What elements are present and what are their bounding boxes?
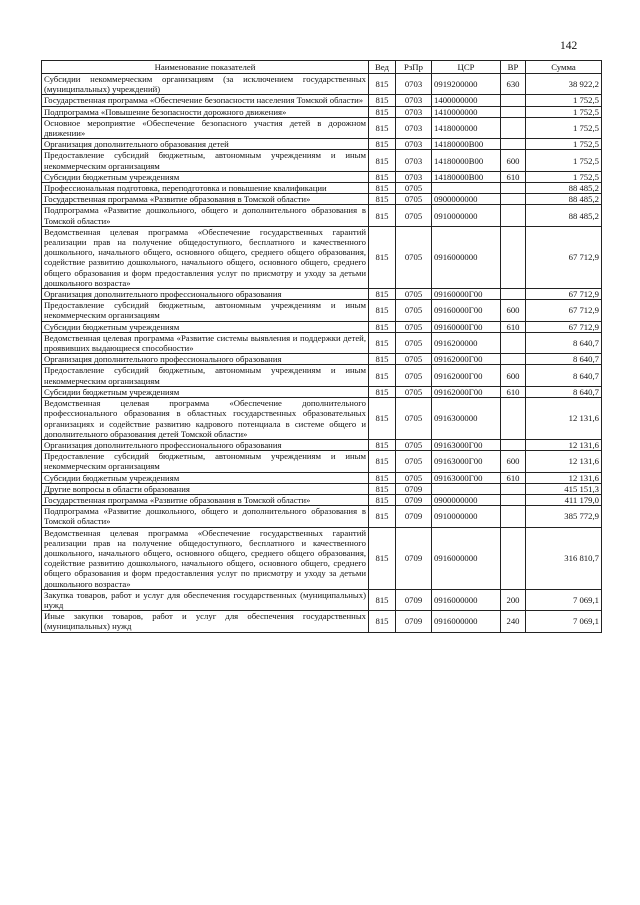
cell-name: Организация дополнительного образования детей bbox=[42, 139, 369, 150]
table-row bbox=[42, 95, 602, 106]
cell-rzpr: 0705 bbox=[396, 398, 432, 440]
cell-ved: 815 bbox=[369, 354, 396, 365]
cell-vr bbox=[501, 506, 526, 527]
cell-sum: 316 810,7 bbox=[526, 527, 602, 589]
cell-rzpr: 0705 bbox=[396, 439, 432, 450]
cell-rzpr: 0705 bbox=[396, 321, 432, 332]
cell-csr: 09160000Г00 bbox=[432, 321, 501, 332]
table-row bbox=[42, 527, 602, 589]
cell-vr bbox=[501, 439, 526, 450]
table-row bbox=[42, 439, 602, 450]
table-row bbox=[42, 289, 602, 300]
cell-name: Субсидии бюджетным учреждениям bbox=[42, 386, 369, 397]
cell-vr: 240 bbox=[501, 611, 526, 632]
cell-name: Субсидии бюджетным учреждениям bbox=[42, 472, 369, 483]
cell-csr: 1418000000 bbox=[432, 117, 501, 138]
cell-ved: 815 bbox=[369, 439, 396, 450]
cell-ved: 815 bbox=[369, 483, 396, 494]
cell-ved: 815 bbox=[369, 506, 396, 527]
table-row bbox=[42, 472, 602, 483]
cell-vr: 610 bbox=[501, 472, 526, 483]
cell-ved: 815 bbox=[369, 205, 396, 226]
cell-ved: 815 bbox=[369, 451, 396, 472]
table-row bbox=[42, 386, 602, 397]
cell-ved: 815 bbox=[369, 226, 396, 288]
cell-vr: 200 bbox=[501, 589, 526, 610]
cell-csr: 0900000000 bbox=[432, 194, 501, 205]
cell-sum: 411 179,0 bbox=[526, 494, 602, 505]
cell-name: Государственная программа «Развитие образования в Томской области» bbox=[42, 494, 369, 505]
cell-ved: 815 bbox=[369, 386, 396, 397]
cell-sum: 12 131,6 bbox=[526, 472, 602, 483]
cell-vr bbox=[501, 354, 526, 365]
cell-name: Организация дополнительного профессионального образования bbox=[42, 289, 369, 300]
cell-vr: 610 bbox=[501, 386, 526, 397]
cell-ved: 815 bbox=[369, 150, 396, 171]
cell-sum: 415 151,3 bbox=[526, 483, 602, 494]
table-row bbox=[42, 106, 602, 117]
cell-csr: 09163000Г00 bbox=[432, 439, 501, 450]
cell-sum: 8 640,7 bbox=[526, 332, 602, 353]
cell-rzpr: 0705 bbox=[396, 226, 432, 288]
cell-rzpr: 0703 bbox=[396, 150, 432, 171]
cell-vr bbox=[501, 183, 526, 194]
cell-csr: 14180000В00 bbox=[432, 150, 501, 171]
cell-ved: 815 bbox=[369, 95, 396, 106]
cell-vr: 600 bbox=[501, 150, 526, 171]
cell-rzpr: 0705 bbox=[396, 354, 432, 365]
cell-vr: 600 bbox=[501, 451, 526, 472]
cell-sum: 1 752,5 bbox=[526, 171, 602, 182]
table-row bbox=[42, 171, 602, 182]
header-name: Наименование показателей bbox=[42, 61, 369, 74]
cell-name: Профессиональная подготовка, переподготовка и повышение квалификации bbox=[42, 183, 369, 194]
cell-csr: 14180000В00 bbox=[432, 171, 501, 182]
cell-name: Предоставление субсидий бюджетным, автономным учреждениям и иным некоммерческим организациям bbox=[42, 300, 369, 321]
cell-name: Субсидии бюджетным учреждениям bbox=[42, 321, 369, 332]
cell-rzpr: 0705 bbox=[396, 365, 432, 386]
cell-ved: 815 bbox=[369, 74, 396, 95]
cell-rzpr: 0703 bbox=[396, 139, 432, 150]
cell-name: Ведомственная целевая программа «Обеспечение государственных гарантий реализации прав на получение общедоступного, бесплатного и качественного дошкольного, начального общего, основного общего, среднего общего образования, содействие развитию дошкольного, начального общего, основного общего, среднего общего образования и форм предоставления услуг по присмотру и уходу за детьми дошкольного возраста» bbox=[42, 527, 369, 589]
cell-name: Иные закупки товаров, работ и услуг для обеспечения государственных (муниципальных) нужд bbox=[42, 611, 369, 632]
cell-ved: 815 bbox=[369, 398, 396, 440]
cell-csr: 0916200000 bbox=[432, 332, 501, 353]
budget-table bbox=[41, 60, 602, 633]
cell-rzpr: 0703 bbox=[396, 74, 432, 95]
cell-csr bbox=[432, 183, 501, 194]
cell-rzpr: 0709 bbox=[396, 589, 432, 610]
cell-csr: 0916000000 bbox=[432, 226, 501, 288]
cell-ved: 815 bbox=[369, 332, 396, 353]
cell-ved: 815 bbox=[369, 494, 396, 505]
cell-sum: 8 640,7 bbox=[526, 354, 602, 365]
table-row bbox=[42, 451, 602, 472]
cell-name: Организация дополнительного профессионального образования bbox=[42, 354, 369, 365]
cell-ved: 815 bbox=[369, 611, 396, 632]
cell-sum: 67 712,9 bbox=[526, 300, 602, 321]
cell-name: Подпрограмма «Развитие дошкольного, общего и дополнительного образования в Томской области» bbox=[42, 205, 369, 226]
cell-rzpr: 0705 bbox=[396, 183, 432, 194]
cell-rzpr: 0705 bbox=[396, 332, 432, 353]
cell-sum: 1 752,5 bbox=[526, 106, 602, 117]
cell-vr bbox=[501, 226, 526, 288]
cell-csr: 09163000Г00 bbox=[432, 451, 501, 472]
cell-ved: 815 bbox=[369, 289, 396, 300]
cell-vr: 600 bbox=[501, 300, 526, 321]
cell-csr: 0916000000 bbox=[432, 611, 501, 632]
cell-name: Ведомственная целевая программа «Обеспечение дополнительного профессионального образования в областных государственных образовательных организациях и содействие развитию кадрового потенциала в системе общего и дополнительного образования детей Томской области» bbox=[42, 398, 369, 440]
cell-name: Закупка товаров, работ и услуг для обеспечения государственных (муниципальных) нужд bbox=[42, 589, 369, 610]
cell-ved: 815 bbox=[369, 300, 396, 321]
cell-name: Предоставление субсидий бюджетным, автономным учреждениям и иным некоммерческим организациям bbox=[42, 451, 369, 472]
cell-name: Субсидии некоммерческим организациям (за исключением государственных (муниципальных) учреждений) bbox=[42, 74, 369, 95]
cell-vr bbox=[501, 483, 526, 494]
cell-ved: 815 bbox=[369, 194, 396, 205]
cell-rzpr: 0703 bbox=[396, 95, 432, 106]
cell-name: Организация дополнительного профессионального образования bbox=[42, 439, 369, 450]
table-row bbox=[42, 494, 602, 505]
cell-csr: 09163000Г00 bbox=[432, 472, 501, 483]
cell-vr: 600 bbox=[501, 365, 526, 386]
table-row bbox=[42, 74, 602, 95]
cell-sum: 1 752,5 bbox=[526, 95, 602, 106]
cell-csr: 09160000Г00 bbox=[432, 289, 501, 300]
table-row bbox=[42, 183, 602, 194]
cell-ved: 815 bbox=[369, 321, 396, 332]
cell-rzpr: 0705 bbox=[396, 451, 432, 472]
cell-sum: 67 712,9 bbox=[526, 321, 602, 332]
cell-sum: 12 131,6 bbox=[526, 439, 602, 450]
cell-ved: 815 bbox=[369, 365, 396, 386]
header-vr: ВР bbox=[501, 61, 526, 74]
table-row bbox=[42, 365, 602, 386]
table-row bbox=[42, 398, 602, 440]
cell-sum: 8 640,7 bbox=[526, 365, 602, 386]
table-body bbox=[42, 74, 602, 633]
cell-ved: 815 bbox=[369, 589, 396, 610]
cell-csr: 09162000Г00 bbox=[432, 354, 501, 365]
cell-vr bbox=[501, 106, 526, 117]
cell-ved: 815 bbox=[369, 527, 396, 589]
cell-sum: 12 131,6 bbox=[526, 398, 602, 440]
cell-sum: 88 485,2 bbox=[526, 183, 602, 194]
header-csr: ЦСР bbox=[432, 61, 501, 74]
cell-csr: 1400000000 bbox=[432, 95, 501, 106]
cell-name: Государственная программа «Обеспечение безопасности населения Томской области» bbox=[42, 95, 369, 106]
cell-name: Подпрограмма «Развитие дошкольного, общего и дополнительного образования в Томской области» bbox=[42, 506, 369, 527]
cell-csr: 09162000Г00 bbox=[432, 386, 501, 397]
cell-csr: 14180000В00 bbox=[432, 139, 501, 150]
cell-sum: 385 772,9 bbox=[526, 506, 602, 527]
page-number: 142 bbox=[560, 40, 578, 52]
cell-vr bbox=[501, 398, 526, 440]
cell-ved: 815 bbox=[369, 106, 396, 117]
cell-rzpr: 0705 bbox=[396, 386, 432, 397]
cell-rzpr: 0705 bbox=[396, 300, 432, 321]
table-row bbox=[42, 150, 602, 171]
cell-vr: 610 bbox=[501, 171, 526, 182]
cell-name: Предоставление субсидий бюджетным, автономным учреждениям и иным некоммерческим организациям bbox=[42, 150, 369, 171]
cell-csr: 1410000000 bbox=[432, 106, 501, 117]
cell-sum: 1 752,5 bbox=[526, 150, 602, 171]
cell-rzpr: 0703 bbox=[396, 117, 432, 138]
cell-csr: 0916000000 bbox=[432, 589, 501, 610]
cell-rzpr: 0705 bbox=[396, 194, 432, 205]
cell-name: Субсидии бюджетным учреждениям bbox=[42, 171, 369, 182]
cell-ved: 815 bbox=[369, 183, 396, 194]
cell-vr bbox=[501, 117, 526, 138]
cell-sum: 1 752,5 bbox=[526, 139, 602, 150]
table-row bbox=[42, 506, 602, 527]
cell-rzpr: 0709 bbox=[396, 527, 432, 589]
cell-sum: 88 485,2 bbox=[526, 194, 602, 205]
cell-name: Ведомственная целевая программа «Обеспечение государственных гарантий реализации прав на получение общедоступного, бесплатного и качественного дошкольного, начального общего, основного общего, среднего общего образования, содействие развитию дошкольного, начального общего, основного общего, среднего общего образования и форм предоставления услуг по присмотру и уходу за детьми дошкольного возраста» bbox=[42, 226, 369, 288]
table-row bbox=[42, 483, 602, 494]
cell-csr: 0910000000 bbox=[432, 205, 501, 226]
cell-rzpr: 0705 bbox=[396, 472, 432, 483]
cell-vr bbox=[501, 205, 526, 226]
cell-rzpr: 0705 bbox=[396, 205, 432, 226]
cell-vr bbox=[501, 494, 526, 505]
cell-vr: 630 bbox=[501, 74, 526, 95]
cell-csr: 0916300000 bbox=[432, 398, 501, 440]
cell-rzpr: 0709 bbox=[396, 494, 432, 505]
cell-csr: 0919200000 bbox=[432, 74, 501, 95]
cell-name: Другие вопросы в области образования bbox=[42, 483, 369, 494]
cell-vr bbox=[501, 194, 526, 205]
cell-csr: 0910000000 bbox=[432, 506, 501, 527]
cell-ved: 815 bbox=[369, 139, 396, 150]
header-ved: Вед bbox=[369, 61, 396, 74]
table-row bbox=[42, 321, 602, 332]
cell-sum: 7 069,1 bbox=[526, 611, 602, 632]
table-row bbox=[42, 194, 602, 205]
cell-sum: 38 922,2 bbox=[526, 74, 602, 95]
cell-name: Государственная программа «Развитие образования в Томской области» bbox=[42, 194, 369, 205]
cell-rzpr: 0709 bbox=[396, 611, 432, 632]
cell-sum: 1 752,5 bbox=[526, 117, 602, 138]
cell-ved: 815 bbox=[369, 117, 396, 138]
cell-name: Основное мероприятие «Обеспечение безопасного участия детей в дорожном движении» bbox=[42, 117, 369, 138]
table-row bbox=[42, 226, 602, 288]
cell-csr: 09162000Г00 bbox=[432, 365, 501, 386]
cell-vr bbox=[501, 139, 526, 150]
cell-sum: 67 712,9 bbox=[526, 289, 602, 300]
cell-rzpr: 0703 bbox=[396, 106, 432, 117]
header-rzpr: РзПр bbox=[396, 61, 432, 74]
table-row bbox=[42, 117, 602, 138]
cell-ved: 815 bbox=[369, 472, 396, 483]
cell-ved: 815 bbox=[369, 171, 396, 182]
cell-csr: 0900000000 bbox=[432, 494, 501, 505]
cell-sum: 67 712,9 bbox=[526, 226, 602, 288]
cell-sum: 88 485,2 bbox=[526, 205, 602, 226]
table-row bbox=[42, 139, 602, 150]
cell-vr bbox=[501, 332, 526, 353]
cell-rzpr: 0705 bbox=[396, 289, 432, 300]
cell-name: Предоставление субсидий бюджетным, автономным учреждениям и иным некоммерческим организациям bbox=[42, 365, 369, 386]
cell-vr bbox=[501, 95, 526, 106]
header-sum: Сумма bbox=[526, 61, 602, 74]
cell-rzpr: 0709 bbox=[396, 506, 432, 527]
cell-csr bbox=[432, 483, 501, 494]
cell-sum: 7 069,1 bbox=[526, 589, 602, 610]
table-row bbox=[42, 205, 602, 226]
table-row bbox=[42, 300, 602, 321]
cell-rzpr: 0709 bbox=[396, 483, 432, 494]
cell-name: Подпрограмма «Повышение безопасности дорожного движения» bbox=[42, 106, 369, 117]
table-row bbox=[42, 354, 602, 365]
cell-sum: 12 131,6 bbox=[526, 451, 602, 472]
cell-vr bbox=[501, 289, 526, 300]
cell-csr: 09160000Г00 bbox=[432, 300, 501, 321]
cell-csr: 0916000000 bbox=[432, 527, 501, 589]
cell-name: Ведомственная целевая программа «Развитие системы выявления и поддержки детей, проявивших выдающиеся способности» bbox=[42, 332, 369, 353]
table-header-row bbox=[42, 61, 602, 74]
cell-sum: 8 640,7 bbox=[526, 386, 602, 397]
table-row bbox=[42, 611, 602, 632]
table-row bbox=[42, 589, 602, 610]
cell-rzpr: 0703 bbox=[396, 171, 432, 182]
table-row bbox=[42, 332, 602, 353]
cell-vr bbox=[501, 527, 526, 589]
cell-vr: 610 bbox=[501, 321, 526, 332]
